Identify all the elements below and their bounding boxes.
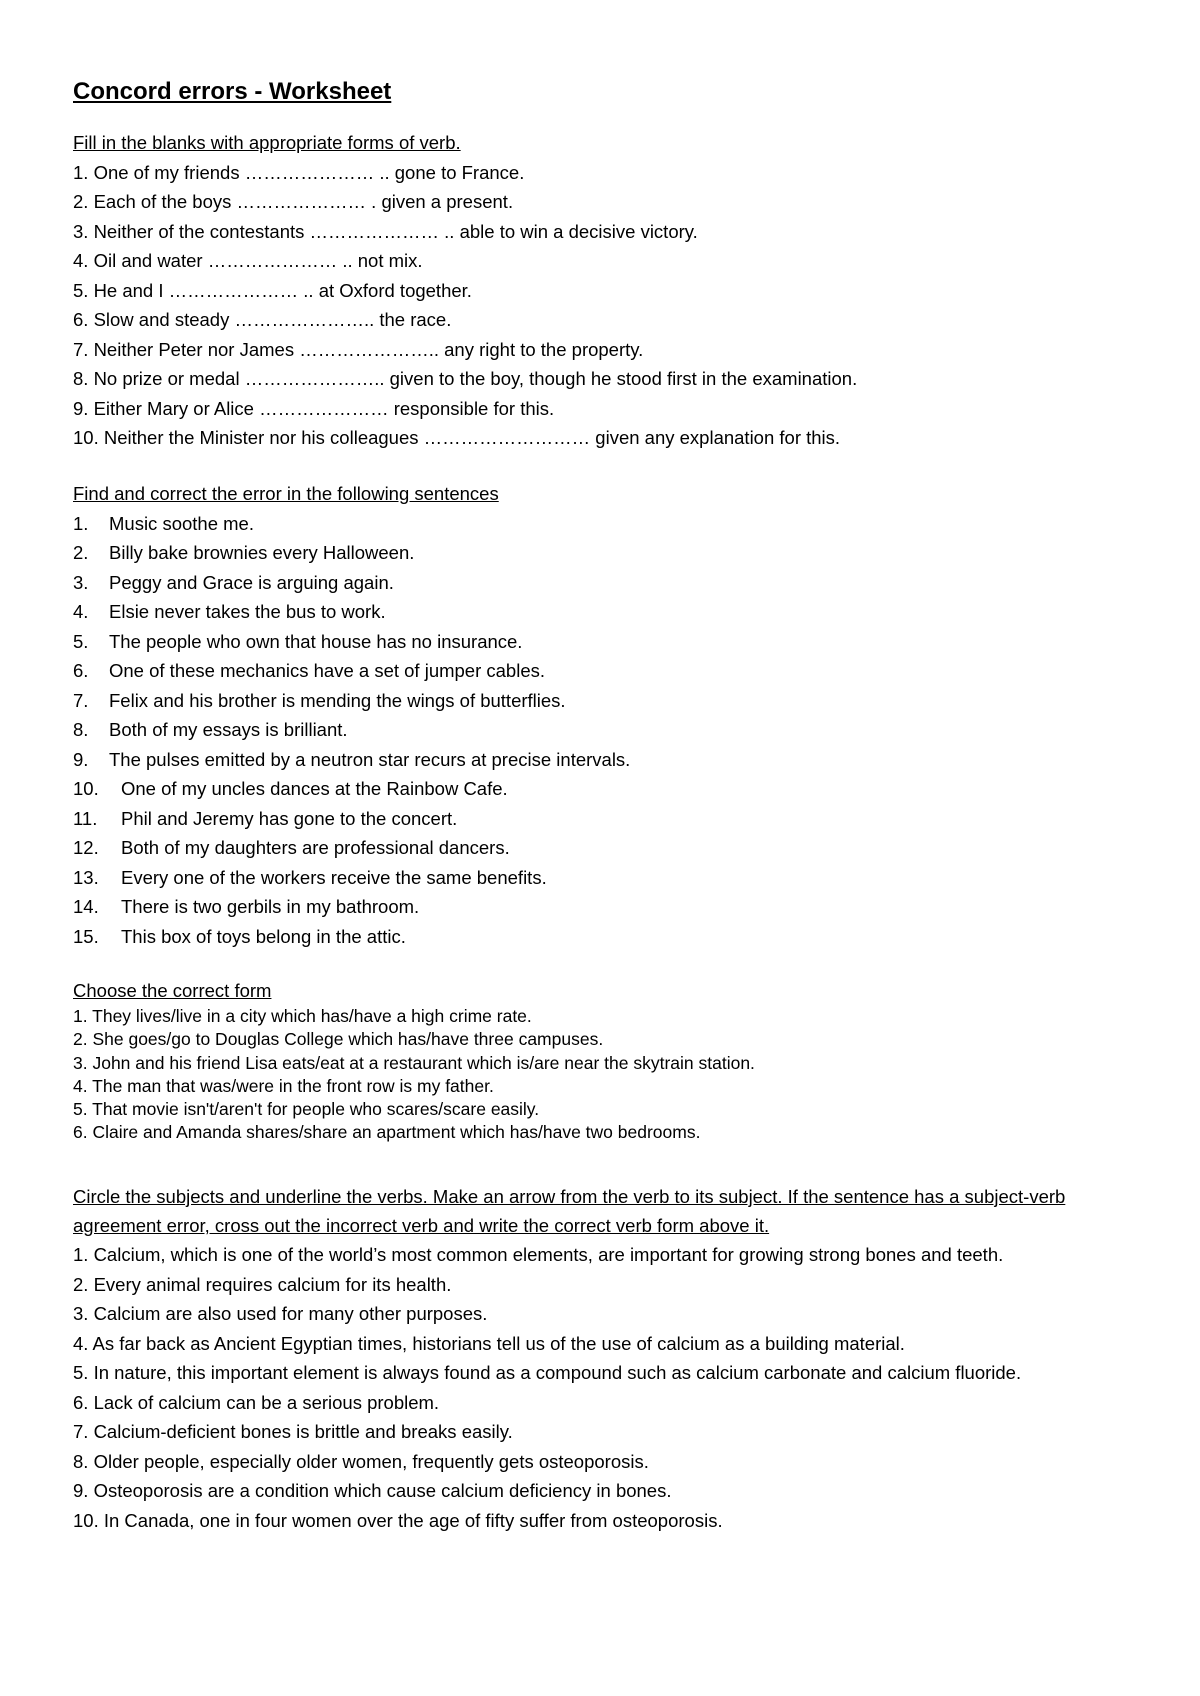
- list-item: 9. Either Mary or Alice ………………… responsible for this.: [73, 397, 555, 419]
- list-item: 4. Oil and water ………………… .. not mix.: [73, 250, 423, 271]
- item-number: 5.: [73, 630, 89, 652]
- section-heading: Find and correct the error in the following sentences: [73, 483, 499, 504]
- page-title: Concord errors - Worksheet: [73, 78, 392, 105]
- list-item: [73, 509, 1153, 539]
- list-item: 7. Calcium-deficient bones is brittle and breaks easily.: [73, 1421, 513, 1442]
- item-number: 15.: [73, 925, 99, 947]
- item-text: Billy bake brownies every Halloween.: [109, 542, 415, 563]
- item-number: 10.: [73, 778, 99, 799]
- item-number: 8.: [73, 719, 89, 740]
- item-text: One of my uncles dances at the Rainbow Cafe.: [121, 778, 508, 799]
- section-heading: Circle the subjects and underline the verbs. Make an arrow from the verb to its subject. If the sentence has a subject-verb agreement error, cross out the incorrect verb and write the correct verb form above it.: [73, 1186, 1066, 1236]
- list-item: 8. No prize or medal ………………….. given to the boy, though he stood first in the examination.: [73, 368, 858, 389]
- list-item: [73, 863, 1153, 893]
- item-text: Felix and his brother is mending the wings of butterflies.: [109, 689, 566, 711]
- item-text: Phil and Jeremy has gone to the concert.: [121, 807, 458, 829]
- list-item: 4. As far back as Ancient Egyptian times, historians tell us of the use of calcium as a building material.: [73, 1332, 905, 1354]
- list-item: [73, 568, 1153, 598]
- item-number: 2.: [73, 542, 89, 563]
- list-item: [73, 715, 1153, 745]
- item-text: This box of toys belong in the attic.: [121, 925, 406, 947]
- list-item: 5. He and I ………………… .. at Oxford together.: [73, 279, 472, 301]
- item-text: There is two gerbils in my bathroom.: [121, 896, 420, 917]
- list-item: 2. Each of the boys ………………… . given a present.: [73, 191, 514, 212]
- list-item: [73, 745, 1153, 775]
- list-item: [73, 804, 1153, 834]
- list-item: 3. John and his friend Lisa eats/eat at a restaurant which is/are near the skytrain station.: [73, 1052, 755, 1073]
- item-text: The pulses emitted by a neutron star recurs at precise intervals.: [109, 748, 631, 770]
- section-heading: Choose the correct form: [73, 980, 272, 1001]
- section-fill-blanks: [73, 128, 1153, 453]
- list-item: [73, 656, 1153, 686]
- list-item: 3. Calcium are also used for many other purposes.: [73, 1303, 488, 1324]
- list-item: 5. In nature, this important element is always found as a compound such as calcium carbonate and calcium fluoride.: [73, 1362, 1022, 1383]
- list-item: 7. Neither Peter nor James ………………….. any right to the property.: [73, 338, 644, 360]
- item-text: Peggy and Grace is arguing again.: [109, 571, 394, 593]
- item-text: Elsie never takes the bus to work.: [109, 601, 386, 622]
- section-choose-form: [73, 977, 1153, 1145]
- list-item: 5. That movie isn't/aren't for people who scares/scare easily.: [73, 1099, 540, 1120]
- item-number: 12.: [73, 837, 99, 858]
- list-item: [73, 833, 1153, 863]
- list-item: [73, 538, 1153, 568]
- item-text: One of these mechanics have a set of jumper cables.: [109, 660, 546, 681]
- list-item: 1. Calcium, which is one of the world’s most common elements, are important for growing strong bones and teeth.: [73, 1244, 1004, 1265]
- item-number: 3.: [73, 571, 89, 593]
- item-text: Both of my essays is brilliant.: [109, 719, 348, 740]
- list-item: 3. Neither of the contestants ………………… .. able to win a decisive victory.: [73, 220, 698, 242]
- section-circle-subjects: [73, 1182, 1153, 1535]
- list-item: 6. Slow and steady ………………….. the race.: [73, 309, 452, 330]
- item-number: 4.: [73, 601, 89, 622]
- item-number: 11.: [73, 807, 98, 829]
- section-find-correct: [73, 479, 1153, 951]
- list-item: 2. Every animal requires calcium for its health.: [73, 1273, 452, 1295]
- list-item: 4. The man that was/were in the front row is my father.: [73, 1075, 494, 1096]
- list-item: 6. Lack of calcium can be a serious problem.: [73, 1391, 440, 1413]
- section-heading: Fill in the blanks with appropriate forms of verb.: [73, 132, 461, 153]
- list-item: [73, 686, 1153, 716]
- item-number: 13.: [73, 866, 99, 888]
- list-item: 6. Claire and Amanda shares/share an apartment which has/have two bedrooms.: [73, 1122, 701, 1143]
- list-item: [73, 774, 1153, 804]
- list-item: 2. She goes/go to Douglas College which has/have three campuses.: [73, 1029, 604, 1050]
- item-text: The people who own that house has no insurance.: [109, 630, 523, 652]
- item-number: 14.: [73, 896, 99, 917]
- item-number: 1.: [73, 512, 89, 534]
- list-item: 10. In Canada, one in four women over the age of fifty suffer from osteoporosis.: [73, 1509, 723, 1531]
- list-item: 1. One of my friends ………………… .. gone to France.: [73, 161, 525, 183]
- item-text: Music soothe me.: [109, 512, 254, 534]
- list-item: [73, 922, 1153, 952]
- list-item: 10. Neither the Minister nor his colleagues ……………………… given any explanation for this.: [73, 427, 841, 448]
- list-item: [73, 627, 1153, 657]
- item-number: 6.: [73, 660, 89, 681]
- list-item: 8. Older people, especially older women, frequently gets osteoporosis.: [73, 1450, 649, 1472]
- list-item: [73, 892, 1153, 922]
- item-number: 9.: [73, 748, 89, 770]
- item-text: Every one of the workers receive the same benefits.: [121, 866, 547, 888]
- item-text: Both of my daughters are professional dancers.: [121, 837, 510, 858]
- list-item: [73, 597, 1153, 627]
- list-item: 9. Osteoporosis are a condition which cause calcium deficiency in bones.: [73, 1480, 672, 1501]
- item-number: 7.: [73, 689, 89, 711]
- list-item: 1. They lives/live in a city which has/have a high crime rate.: [73, 1006, 532, 1026]
